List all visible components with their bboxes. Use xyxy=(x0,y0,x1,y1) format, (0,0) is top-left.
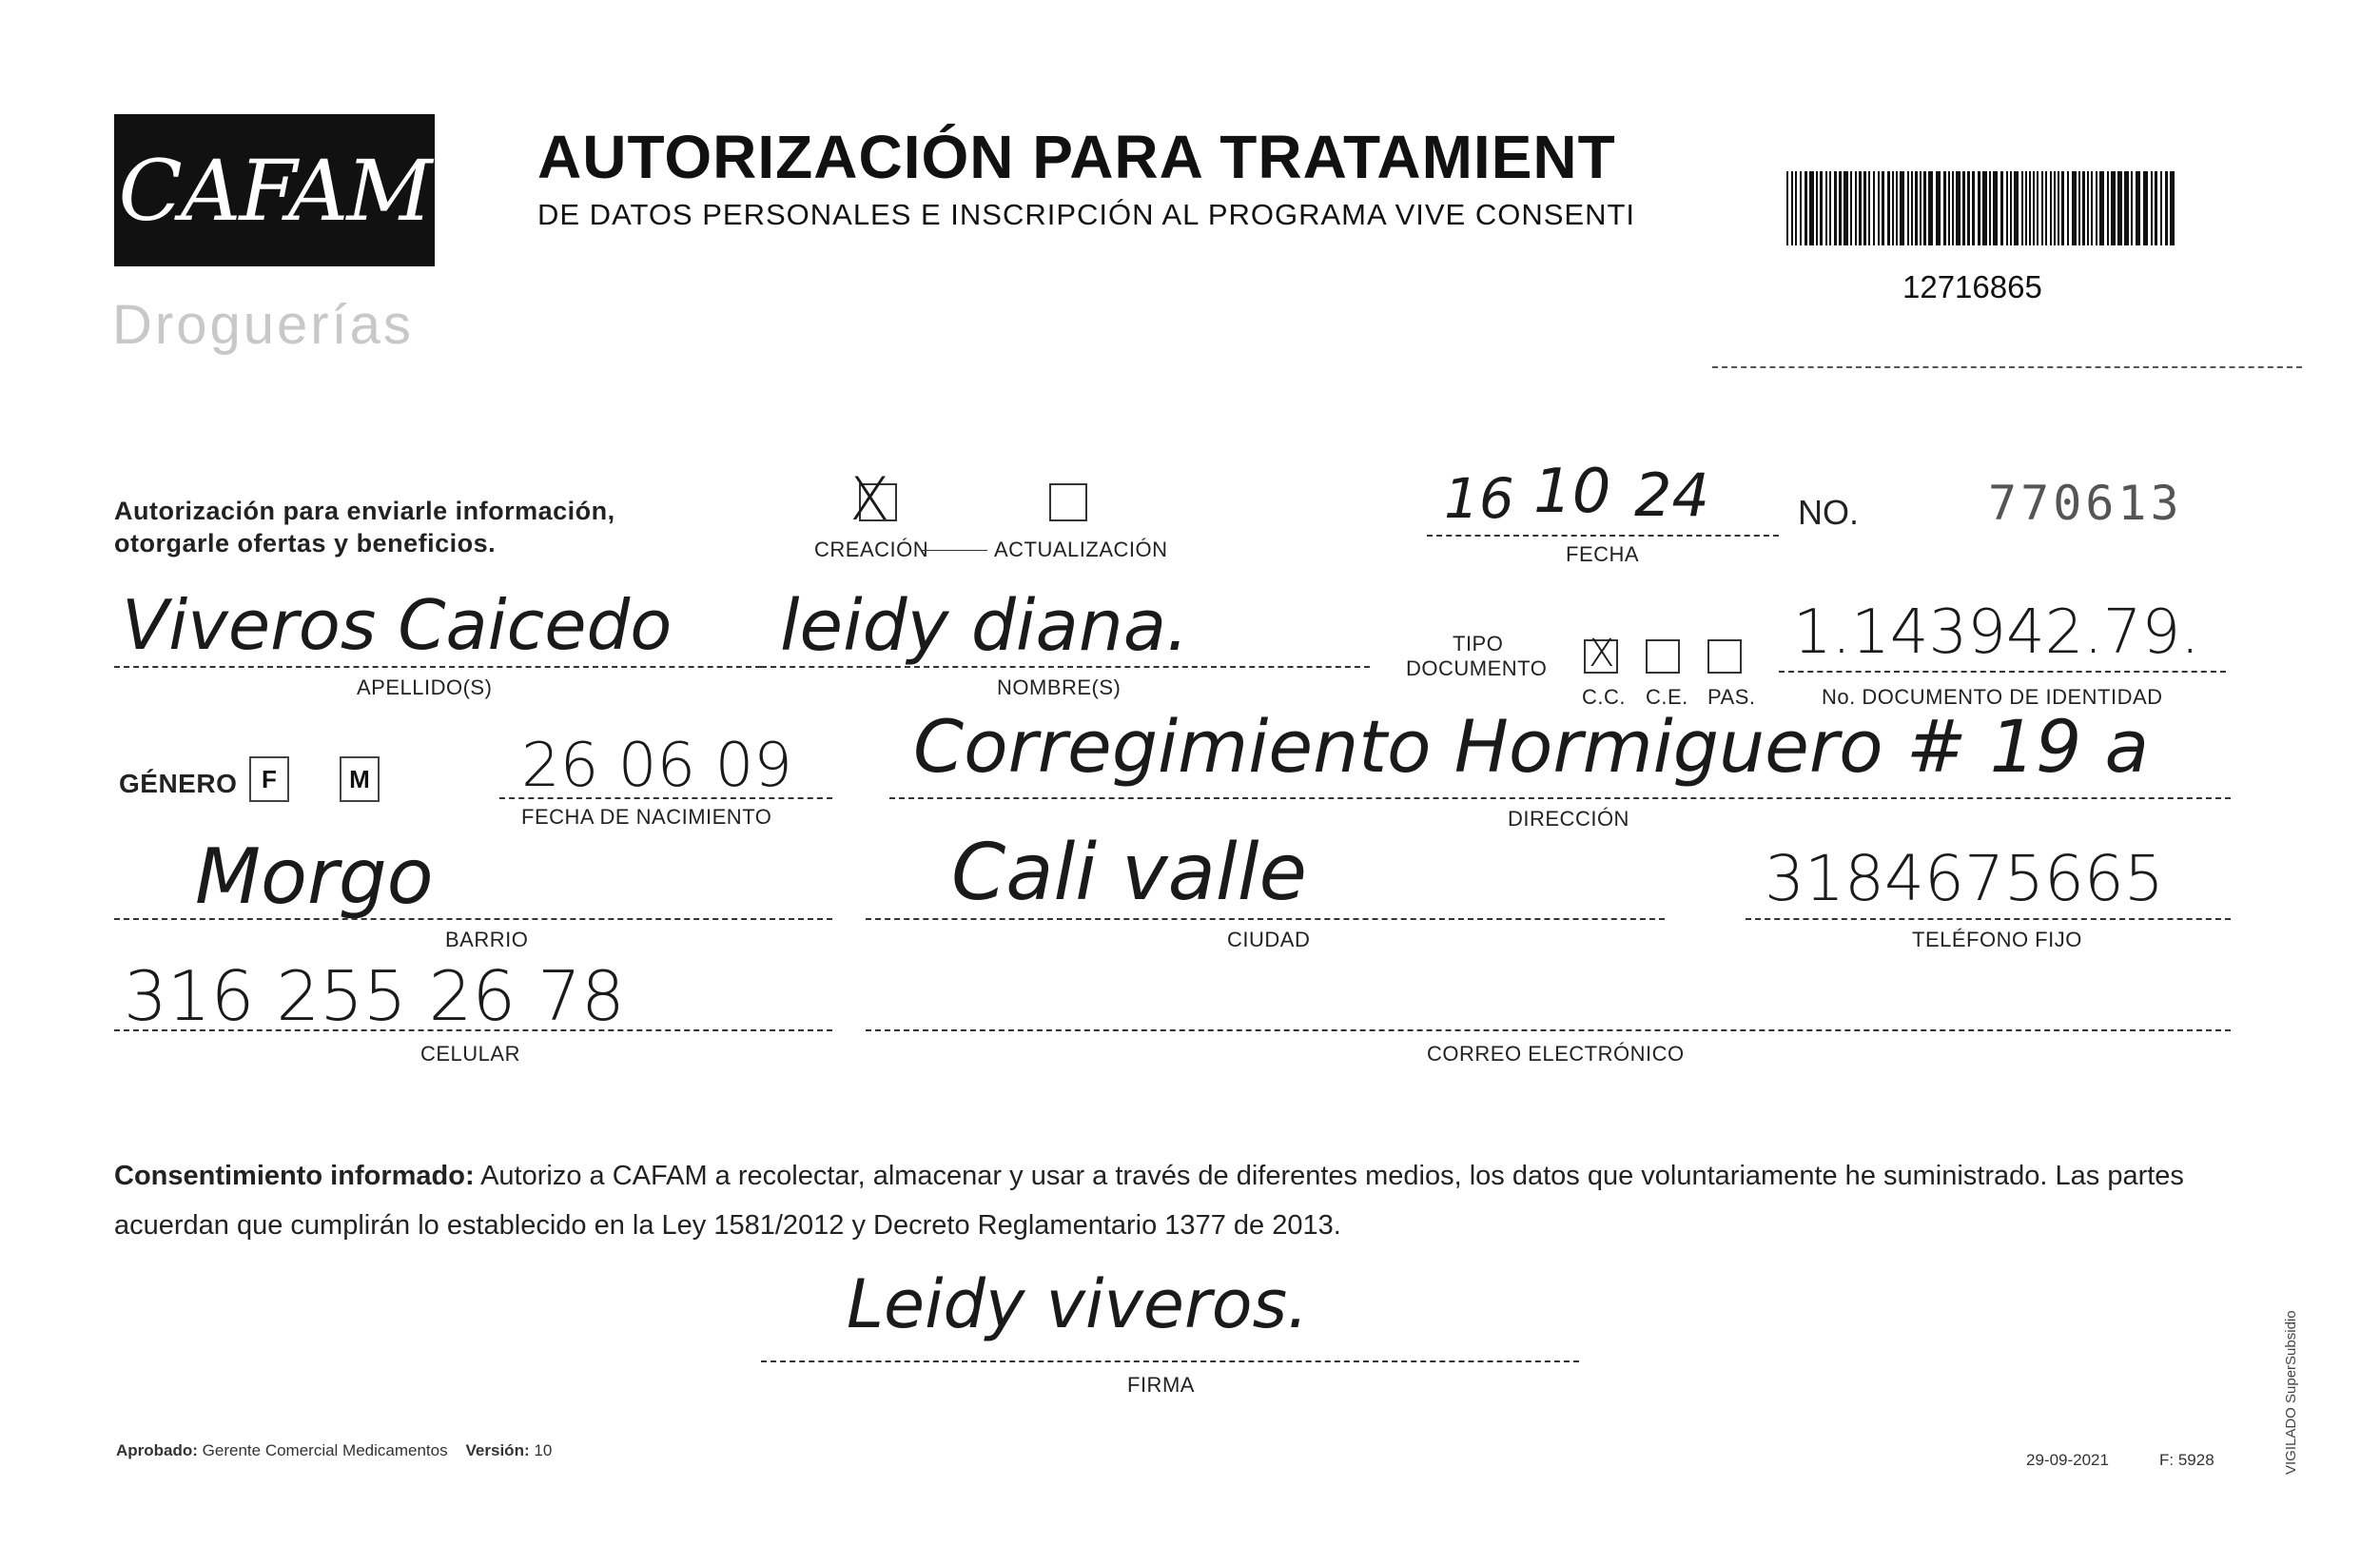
celular-field[interactable] xyxy=(114,1029,832,1031)
documento-value: 1.143942.79. xyxy=(1793,597,2200,668)
fecha-field[interactable] xyxy=(1427,535,1779,537)
creacion-divider xyxy=(921,550,987,551)
apellidos-field[interactable] xyxy=(114,666,761,668)
fecha-day: 16 xyxy=(1444,466,1514,531)
footer-code: F: 5928 xyxy=(2159,1451,2214,1469)
nombres-value: leidy diana. xyxy=(780,585,1189,667)
genero-label: GÉNERO xyxy=(119,769,238,798)
cc-mark: X xyxy=(1589,632,1615,675)
tipo-documento-label-2: DOCUMENTO xyxy=(1406,656,1548,680)
version-value: 10 xyxy=(534,1441,553,1459)
nacimiento-value: 26 06 09 xyxy=(521,731,792,801)
barrio-value: Morgo xyxy=(195,832,434,921)
nacimiento-label: FECHA DE NACIMIENTO xyxy=(521,805,772,829)
ciudad-field[interactable] xyxy=(866,918,1665,920)
fecha-year: 24 xyxy=(1634,460,1709,530)
consent-heading: Consentimiento informado: xyxy=(114,1161,475,1191)
creacion-label: CREACIÓN xyxy=(814,538,929,561)
correo-field[interactable] xyxy=(866,1029,2231,1031)
genero-f-label: F xyxy=(262,764,277,793)
pas-checkbox[interactable] xyxy=(1707,639,1742,674)
cafam-logo xyxy=(114,114,435,266)
aprobado-value: Gerente Comercial Medicamentos xyxy=(202,1441,448,1459)
genero-m-checkbox[interactable] xyxy=(340,756,380,802)
direccion-field[interactable] xyxy=(889,797,2231,799)
authorization-text-line2: otorgarle ofertas y beneficios. xyxy=(114,529,497,558)
barcode-number: 12716865 xyxy=(1902,269,2042,304)
document-title: AUTORIZACIÓN PARA TRATAMIENT xyxy=(537,123,1616,191)
cc-label: C.C. xyxy=(1582,685,1626,709)
consent-paragraph xyxy=(114,1151,2254,1250)
genero-m-label: M xyxy=(349,764,370,793)
apellidos-label: APELLIDO(S) xyxy=(357,675,493,699)
signature: Leidy viveros. xyxy=(847,1265,1309,1343)
barrio-field[interactable] xyxy=(114,918,832,920)
apellidos-value: Viveros Caicedo xyxy=(122,585,673,665)
no-value: 770613 xyxy=(1988,476,2183,531)
direccion-value: Corregimiento Hormiguero # 19 a xyxy=(913,704,2150,789)
version-label: Versión: xyxy=(465,1441,530,1459)
ce-label: C.E. xyxy=(1646,685,1688,709)
nombres-label: NOMBRE(S) xyxy=(997,675,1122,699)
pas-label: PAS. xyxy=(1707,685,1756,709)
celular-label: CELULAR xyxy=(420,1042,520,1066)
telefono-field[interactable] xyxy=(1746,918,2231,920)
tipo-documento-label-1: TIPO xyxy=(1453,632,1504,656)
nacimiento-field[interactable] xyxy=(499,797,832,799)
ce-checkbox[interactable] xyxy=(1646,639,1680,674)
footer-approval xyxy=(116,1441,552,1460)
fecha-month: 10 xyxy=(1533,457,1611,527)
ciudad-value: Cali valle xyxy=(951,828,1307,918)
nombres-field[interactable] xyxy=(761,666,1370,668)
document-subtitle: DE DATOS PERSONALES E INSCRIPCIÓN AL PROGRAMA VIVE CONSENTI xyxy=(537,198,1636,231)
logo-text: CAFAM xyxy=(118,141,431,240)
fecha-label: FECHA xyxy=(1566,542,1640,566)
documento-field[interactable] xyxy=(1779,671,2226,673)
telefono-label: TELÉFONO FIJO xyxy=(1912,928,2082,951)
logo-subtitle: Droguerías xyxy=(112,294,414,356)
telefono-value: 3184675665 xyxy=(1765,842,2164,915)
vigilado-vertical-text: VIGILADO SuperSubsidio xyxy=(2283,1310,2299,1475)
genero-f-checkbox[interactable] xyxy=(249,756,289,802)
footer-date: 29-09-2021 xyxy=(2026,1451,2109,1469)
celular-value: 316 255 26 78 xyxy=(124,956,625,1036)
direccion-label: DIRECCIÓN xyxy=(1508,807,1629,831)
no-label: NO. xyxy=(1798,493,1860,532)
barcode-icon xyxy=(1786,171,2176,245)
firma-field[interactable] xyxy=(761,1360,1579,1362)
header-dashed-line xyxy=(1712,366,2302,368)
barrio-label: BARRIO xyxy=(445,928,529,951)
ciudad-label: CIUDAD xyxy=(1227,928,1311,951)
consent-body: Autorizo a CAFAM a recolectar, almacenar y usar a través de diferentes medios, los datos que voluntariamente he suministrado. Las partes acuerdan que cumplirán lo establecido en la Ley 1581/2012 y Decreto Reglamentario 1377 de 2013. xyxy=(114,1161,2184,1241)
actualizacion-checkbox[interactable] xyxy=(1049,483,1087,521)
correo-label: CORREO ELECTRÓNICO xyxy=(1427,1042,1685,1066)
actualizacion-label: ACTUALIZACIÓN xyxy=(994,538,1168,561)
aprobado-label: Aprobado: xyxy=(116,1441,198,1459)
firma-label: FIRMA xyxy=(1127,1373,1195,1397)
documento-label: No. DOCUMENTO DE IDENTIDAD xyxy=(1822,685,2163,709)
creacion-mark: X xyxy=(849,464,890,534)
authorization-text-line1: Autorización para enviarle información, xyxy=(114,497,615,525)
